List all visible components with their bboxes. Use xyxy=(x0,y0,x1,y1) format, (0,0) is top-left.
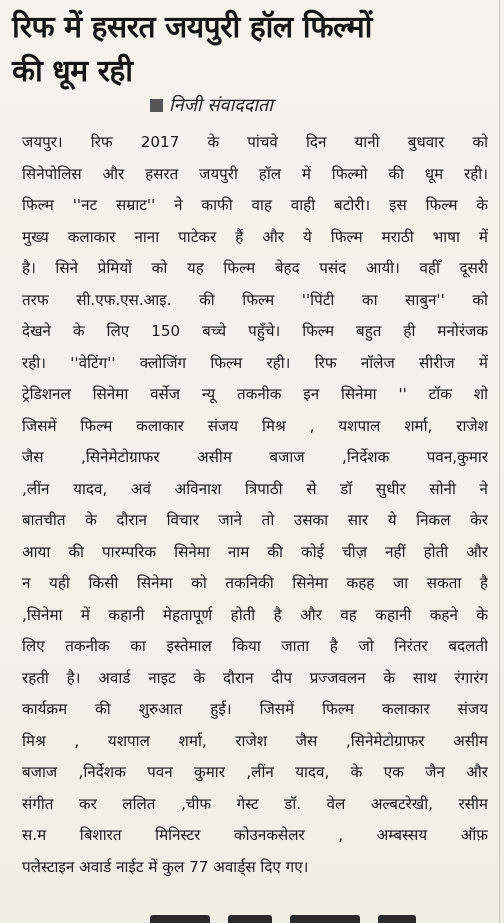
body-line: जिसमें फिल्म कलाकार संजय मिश्र , यशपाल शर्मा, राजेश xyxy=(22,416,488,435)
headline xyxy=(12,6,496,94)
body-line: ,सिनेमा में कहानी मेहतापूर्ण होती है और वह कहानी कहने के xyxy=(22,605,488,624)
cut-off-text-mark xyxy=(150,915,210,923)
body-line: स.म बिशारत मिनिस्टर कोउनकसेलर , अम्बस्सय ऑफ़ xyxy=(22,826,488,844)
body-line: बातचीत के दौरान विचार जाने तो उसका सार ये निकल केर xyxy=(22,511,488,529)
headline-line-1: रिफ में हसरत जयपुरी हॉल फिल्मों xyxy=(12,10,372,45)
article-body xyxy=(22,127,488,883)
body-line: आया की पारम्परिक सिनेमा नाम की कोई चीज़ नहीं होती और xyxy=(22,542,488,561)
column-rule xyxy=(499,0,500,923)
cut-off-text-mark xyxy=(228,915,272,923)
byline xyxy=(150,94,273,118)
body-line: है। सिने प्रेमियों को यह फिल्म बेहद पसंद आयी। वहीँ दूसरी xyxy=(22,259,488,277)
body-line: देखने के लिए 150 बच्चे पहुँचे। फिल्म बहुत ही मनोरंजक xyxy=(22,322,488,340)
body-line: ,लींन यादव, अवं अविनाश त्रिपाठी से डॉ सुधीर सोनी ने xyxy=(22,479,488,498)
body-line: रही। ''वेटिंग'' क्लोजिंग फिल्म रही। रिफ नॉलेज सीरीज में xyxy=(22,353,488,372)
body-line: सिनेपोलिस और हसरत जयपुरी हॉल में फिल्मो की धूम रही। xyxy=(22,164,488,183)
body-line: लिए तकनीक का इस्तेमाल किया जाता है जो निरंतर बदलती xyxy=(22,637,488,655)
body-line: मिश्र , यशपाल शर्मा, राजेश जैस ,सिनेमेटोग्राफर असीम xyxy=(22,731,488,750)
body-line: फिल्म ''नट सम्राट'' ने काफी वाह वाही बटोरी। इस फिल्म के xyxy=(22,196,488,214)
cut-off-text-mark xyxy=(290,915,360,923)
headline-line-2: की धूम रही xyxy=(12,54,133,89)
body-line: पलेस्टाइन अवार्ड नाईट में कुल 77 अवार्ड्स दिए गए। xyxy=(22,857,309,876)
body-line: ट्रेडिशनल सिनेमा वर्सेज न्यू तकनीक इन सिनेमा '' टॉक शो xyxy=(22,385,488,403)
body-line: न यही किसी सिनेमा को तकनिकी सिनेमा कहह जा सकता है xyxy=(22,574,488,592)
byline-text: निजी संवाददाता xyxy=(169,95,273,116)
byline-square-icon xyxy=(150,99,163,112)
body-line: बजाज ,निर्देशक पवन कुमार ,लींन यादव, के एक जैन और xyxy=(22,763,488,781)
cut-off-text-mark xyxy=(378,915,416,923)
body-line: संगीत कर ललित ,चीफ गेस्ट डॉ. वेल अल्बटरेखी, रसीम xyxy=(22,794,488,813)
body-line: कार्यक्रम की शुरुआत हुई। जिसमें फिल्म कलाकार संजय xyxy=(22,700,488,718)
body-line: रहती है। अवार्ड नाइट के दौरान दीप प्रज्जवलन के साथ रंगारंग xyxy=(22,668,488,687)
body-line: जयपुर। रिफ 2017 के पांचवे दिन यानी बुधवार को xyxy=(22,133,488,151)
body-line: मुख्य कलाकार नाना पाटेकर हैं और ये फिल्म मराठी भाषा में xyxy=(22,227,488,246)
body-line: तरफ सी.एफ.एस.आइ. की फिल्म ''पिंटी का साबुन'' को xyxy=(22,290,488,309)
next-article-edge xyxy=(0,909,504,923)
body-line: जैस ,सिनेमेटोग्राफर असीम बजाज ,निर्देशक पवन,कुमार xyxy=(22,448,488,466)
